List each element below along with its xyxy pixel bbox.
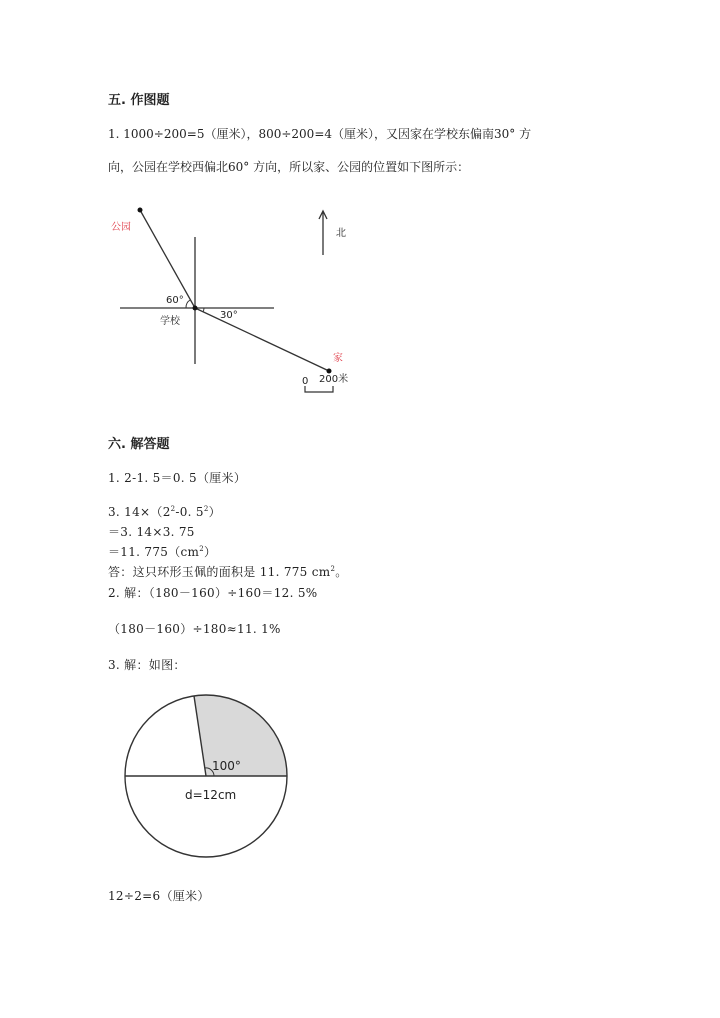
answer-line: 答：这只环形玉佩的面积是 11. 775 $cm^2$。	[108, 565, 348, 579]
home-label: 家	[333, 353, 343, 364]
school-label: 学校	[160, 316, 180, 327]
angle-30-label: 30°	[220, 310, 238, 321]
answer-line: ＝11. $775(cm^2)$	[108, 545, 217, 559]
answer-line: 2. 解：（180－160）÷160＝12. 5%	[108, 586, 318, 600]
text-line: 向，公园在学校西偏北60° 方向，所以家、公园的位置如下图所示：	[108, 160, 470, 174]
scale-zero-label: 0	[302, 376, 309, 387]
text-line: 1. 1000÷200=5（厘米），800÷200=4（厘米），又因家在学校东偏南30° 方	[108, 127, 532, 141]
angle-100-label: 100°	[212, 759, 241, 773]
angle-60-label: 60°	[166, 295, 184, 306]
answer-line: 1. 2-1. 5＝0. 5（厘米）	[108, 471, 247, 485]
section-title-solutions: 六. 解答题	[108, 437, 170, 452]
section-title-drawing: 五. 作图题	[108, 93, 170, 108]
scale-label: 200米	[319, 374, 349, 385]
answer-line: 12÷2=6（厘米）	[108, 889, 210, 903]
park-label: 公园	[111, 222, 131, 233]
north-label: 北	[336, 228, 346, 239]
answer-line: （180－160）÷180≈11. 1%	[108, 622, 281, 636]
answer-line: 3. $14\times(2^2-0$. $5^2$）	[108, 505, 221, 519]
answer-line: ＝3. 14×3. 75	[108, 525, 195, 539]
answer-line: 3. 解：如图：	[108, 658, 186, 672]
diameter-label: d=12cm	[185, 788, 237, 802]
